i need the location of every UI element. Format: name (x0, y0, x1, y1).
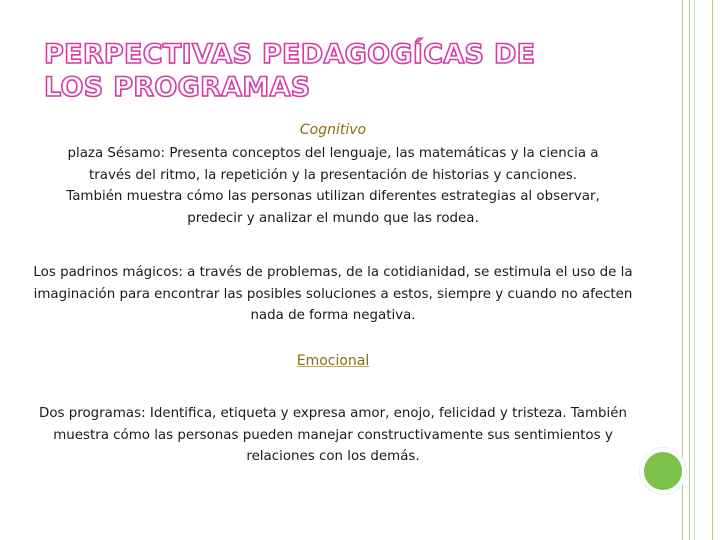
decorative-line (694, 0, 695, 540)
paragraph-dos-programas: Dos programas: Identifica, etiqueta y expresa amor, enojo, felicidad y tristeza. También muestra cómo las personas pueden manejar constructivamente sus sentimientos y relaciones con los demás. (39, 406, 627, 464)
decorative-line (712, 0, 713, 540)
paragraph-plaza-sesamo: plaza Sésamo: Presenta conceptos del lenguaje, las matemáticas y la ciencia a través del ritmo, la repetición y la presentación de historias y canciones. También muestra cómo las personas utilizan diferentes estrategias al observar, predecir y analizar el mundo que las rodea. (66, 146, 600, 226)
section-heading-emocional: Emocional (296, 353, 370, 369)
slide-title: PERPECTIVAS PEDAGOGÍCAS DE LOS PROGRAMAS (44, 39, 536, 103)
paragraph-padrinos-magicos: Los padrinos mágicos: a través de problemas, de la cotidianidad, se estimula el uso de la imaginación para encontrar las posibles soluciones a estos, siempre y cuando no afecten nada de forma negativa. (33, 265, 633, 323)
decorative-line (689, 0, 690, 540)
section-heading-cognitivo: Cognitivo (299, 122, 367, 138)
